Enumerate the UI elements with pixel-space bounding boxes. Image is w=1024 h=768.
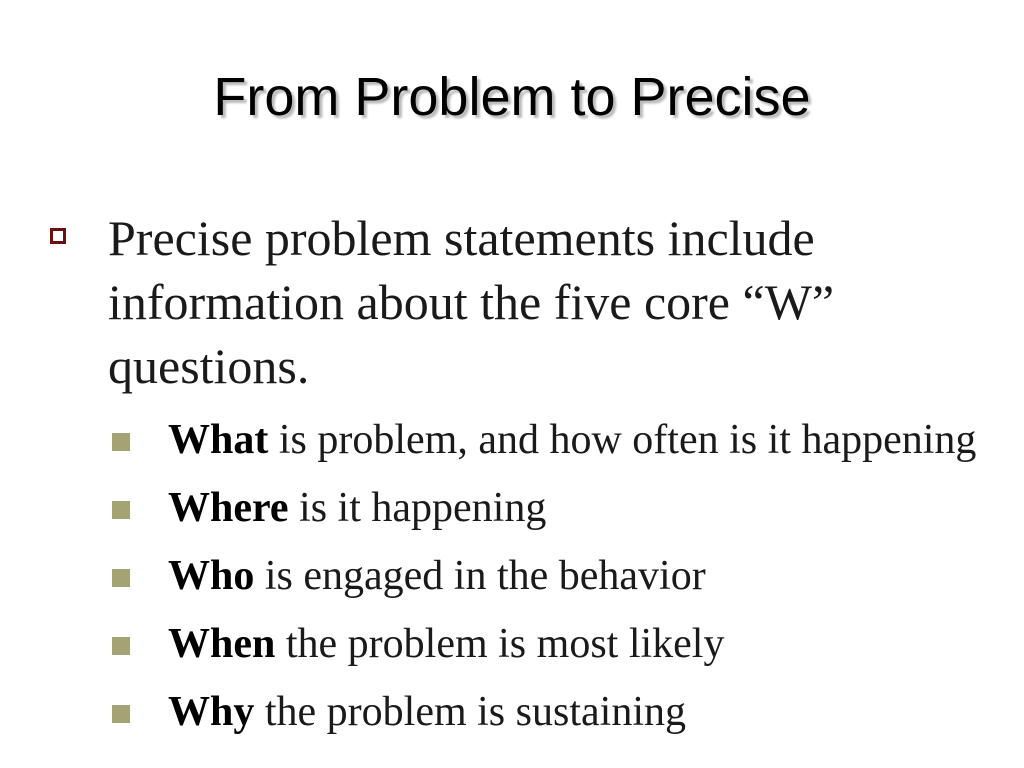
sub-bullet-when xyxy=(112,612,1024,680)
sub-bullet-keyword: What xyxy=(168,417,269,463)
sub-bullet-text xyxy=(168,408,976,472)
sub-bullet-rest: the problem is most likely xyxy=(275,621,725,667)
sub-bullet-who xyxy=(112,544,1024,612)
sub-bullet-why xyxy=(112,680,1024,748)
sub-bullet-text xyxy=(168,544,706,608)
main-bullet-text: Precise problem statements include information about the five core “W” questions. xyxy=(108,210,835,394)
sub-bullet-text xyxy=(168,476,546,540)
sub-bullet-list xyxy=(112,408,1024,748)
sub-bullet-rest: the problem is sustaining xyxy=(254,689,686,735)
hollow-square-bullet-icon xyxy=(50,228,66,244)
sub-bullet-text xyxy=(168,680,686,744)
filled-square-bullet-icon xyxy=(112,569,130,587)
sub-bullet-rest: is problem, and how often is it happening xyxy=(268,417,977,463)
sub-bullet-keyword: Where xyxy=(168,485,289,531)
sub-bullet-text xyxy=(168,612,724,676)
sub-bullet-where xyxy=(112,476,1024,544)
filled-square-bullet-icon xyxy=(112,637,130,655)
filled-square-bullet-icon xyxy=(112,705,130,723)
sub-bullet-keyword: Why xyxy=(168,689,255,735)
sub-bullet-keyword: Who xyxy=(168,553,255,599)
sub-bullet-what xyxy=(112,408,1024,476)
slide-title: From Problem to Precise xyxy=(213,67,811,127)
sub-bullet-rest: is engaged in the behavior xyxy=(254,553,706,599)
filled-square-bullet-icon xyxy=(112,433,130,451)
sub-bullet-rest: is it happening xyxy=(288,485,547,531)
sub-bullet-keyword: When xyxy=(168,621,276,667)
filled-square-bullet-icon xyxy=(112,501,130,519)
